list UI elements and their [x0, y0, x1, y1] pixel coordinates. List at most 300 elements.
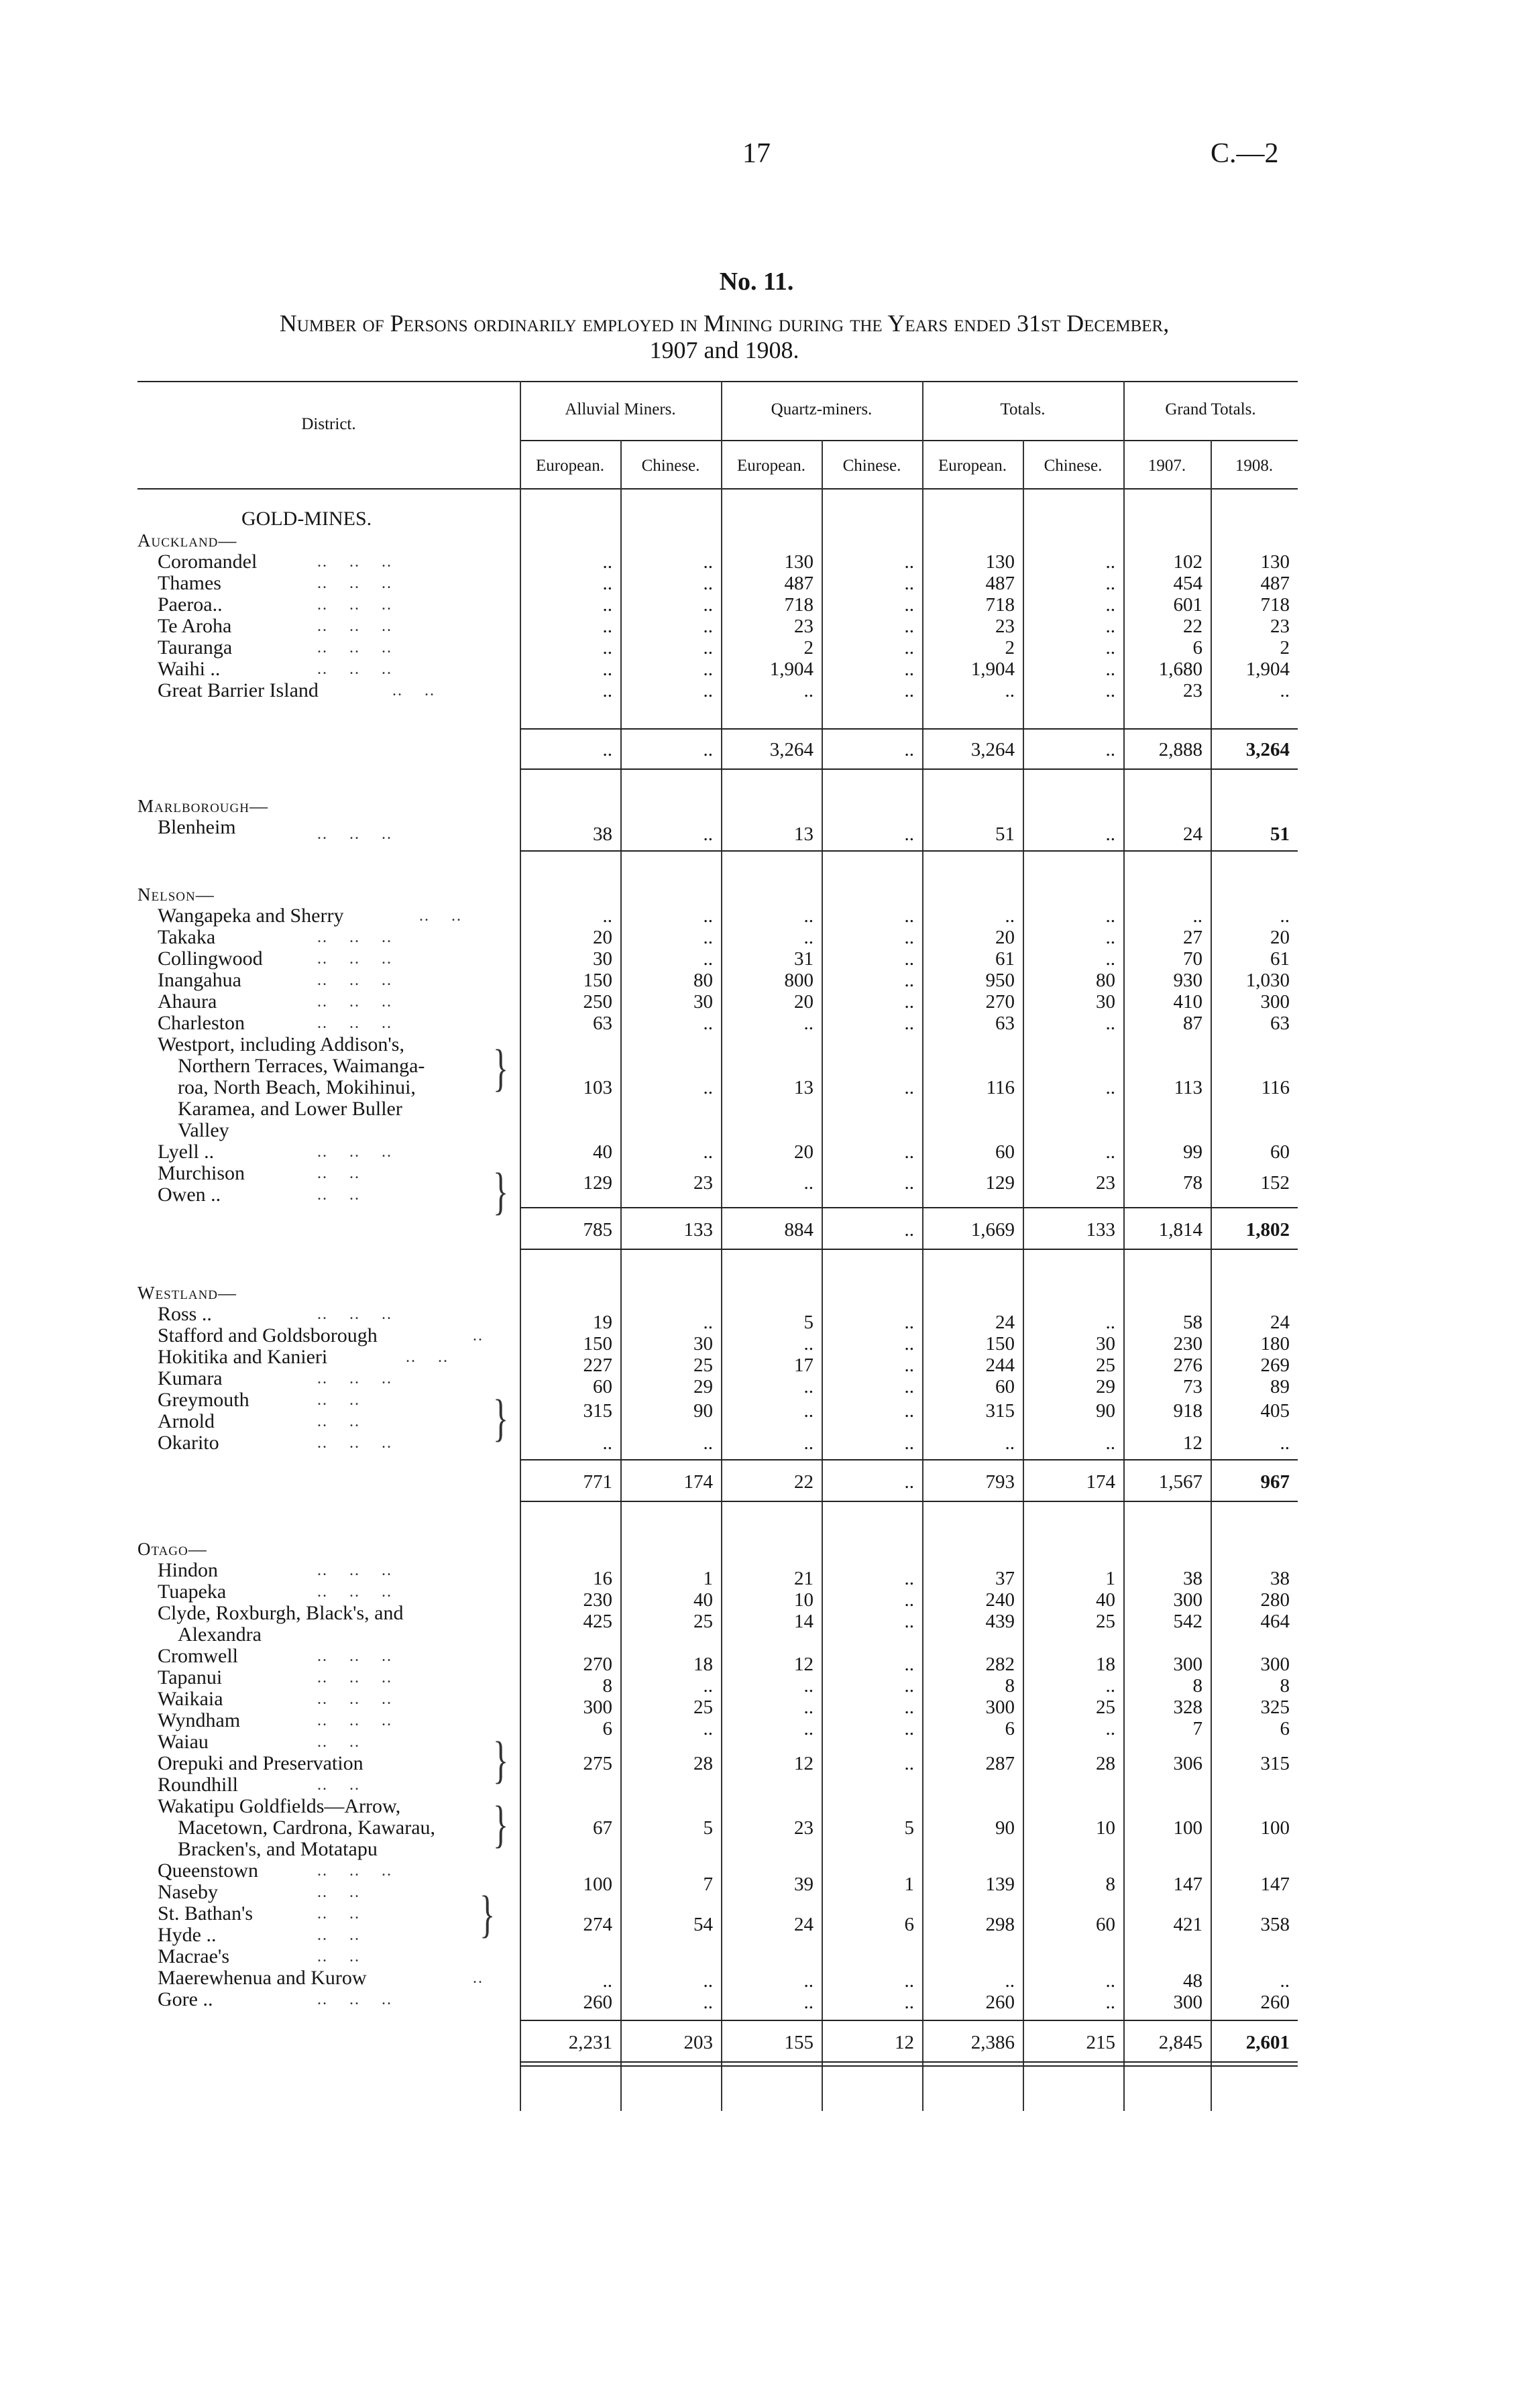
cell-alluvial-european: 30	[593, 948, 612, 970]
cell-totals-chinese: ..	[1105, 739, 1115, 760]
cell-grand-total-1908: 967	[1260, 1471, 1290, 1493]
cell-grand-total-1907: 78	[1183, 1172, 1202, 1194]
brace: }	[480, 1886, 496, 1943]
leader-dots: .. ..	[419, 907, 462, 925]
district-name: Hokitika and Kanieri	[158, 1346, 328, 1368]
district-name: Stafford and Goldsborough	[158, 1324, 378, 1346]
cell-totals-european: 23	[995, 616, 1015, 637]
cell-alluvial-european: 100	[583, 1874, 612, 1895]
cell-totals-chinese: 133	[1086, 1219, 1115, 1241]
cell-grand-total-1907: 38	[1183, 1568, 1202, 1589]
district-name: Ross ..	[158, 1303, 212, 1325]
cell-grand-total-1907: 421	[1173, 1914, 1202, 1935]
leader-dots: .. .. ..	[317, 1690, 392, 1708]
cell-alluvial-chinese: 203	[683, 2032, 713, 2053]
district-name: Gore ..	[158, 1988, 213, 2010]
cell-quartz-chinese: ..	[904, 1675, 914, 1697]
cell-alluvial-chinese: 30	[693, 1333, 713, 1355]
cell-alluvial-chinese: ..	[703, 823, 713, 845]
leader-dots: .. .. ..	[317, 575, 392, 592]
cell-quartz-european: 21	[794, 1568, 814, 1589]
leader-dots: .. .. ..	[317, 950, 392, 968]
cell-totals-chinese: 60	[1096, 1914, 1115, 1935]
cell-alluvial-chinese: ..	[703, 1013, 713, 1034]
cell-quartz-chinese: ..	[904, 616, 914, 637]
cell-grand-total-1908: 2,601	[1245, 2032, 1290, 2053]
cell-grand-total-1907: 276	[1173, 1355, 1202, 1376]
cell-totals-chinese: 40	[1096, 1589, 1115, 1611]
cell-quartz-european: ..	[803, 1675, 814, 1697]
table-row	[137, 1432, 1298, 1454]
district-name: Wangapeka and Sherry	[158, 905, 344, 927]
table-row	[137, 637, 1298, 658]
cell-grand-total-1907: 70	[1183, 948, 1202, 970]
cell-quartz-chinese: ..	[904, 1219, 914, 1241]
table-row	[137, 1172, 1298, 1194]
cell-quartz-european: 130	[784, 551, 814, 573]
cell-quartz-chinese: ..	[904, 1654, 914, 1675]
cell-totals-chinese: ..	[1105, 1718, 1115, 1739]
cell-alluvial-european: 250	[583, 991, 612, 1013]
cell-quartz-european: ..	[803, 1992, 814, 2013]
cell-totals-chinese: ..	[1105, 1970, 1115, 1992]
cell-totals-european: 298	[985, 1914, 1015, 1935]
cell-grand-total-1908: 300	[1260, 991, 1290, 1013]
cell-totals-european: ..	[1005, 680, 1015, 701]
cell-totals-chinese: 215	[1086, 2032, 1115, 2053]
cell-alluvial-european: ..	[602, 739, 612, 760]
cell-totals-european: 63	[995, 1013, 1015, 1034]
table-bottom-rule	[520, 2065, 1298, 2067]
cell-quartz-european: 13	[794, 1077, 814, 1098]
cell-grand-total-1908: ..	[1280, 680, 1290, 701]
cell-quartz-chinese: ..	[904, 1753, 914, 1774]
cell-quartz-chinese: ..	[904, 1611, 914, 1632]
header-totals: Totals.	[1000, 400, 1046, 418]
table-row	[137, 616, 1298, 637]
leader-dots: .. ..	[317, 1165, 360, 1182]
cell-grand-total-1907: 73	[1183, 1376, 1202, 1397]
cell-totals-european: 1,669	[970, 1219, 1015, 1241]
page-number: 17	[742, 138, 771, 169]
leader-dots: .. ..	[317, 1186, 360, 1204]
cell-grand-total-1907: 8	[1192, 1675, 1202, 1697]
cell-quartz-european: ..	[803, 927, 814, 948]
cell-totals-chinese: 23	[1096, 1172, 1115, 1194]
cell-quartz-european: 5	[803, 1312, 814, 1333]
cell-alluvial-chinese: ..	[703, 948, 713, 970]
cell-grand-total-1908: ..	[1280, 1970, 1290, 1992]
cell-alluvial-european: 8	[602, 1675, 612, 1697]
cell-totals-chinese: 18	[1096, 1654, 1115, 1675]
cell-grand-total-1908: 280	[1260, 1589, 1290, 1611]
cell-alluvial-chinese: 90	[693, 1400, 713, 1422]
table-row	[137, 1697, 1298, 1718]
district-name: Collingwood	[158, 948, 263, 970]
district-name-line: Murchison	[158, 1162, 245, 1184]
cell-totals-chinese: 28	[1096, 1753, 1115, 1774]
cell-grand-total-1907: 542	[1173, 1611, 1202, 1632]
district-name-line: roa, North Beach, Mokihinui,	[178, 1076, 416, 1098]
region-label-otago: Otago—	[137, 1539, 207, 1559]
cell-grand-total-1907: 2,845	[1158, 2032, 1202, 2053]
cell-totals-chinese: 25	[1096, 1611, 1115, 1632]
cell-alluvial-european: 274	[583, 1914, 612, 1935]
cell-quartz-chinese: 1	[904, 1874, 914, 1895]
header-alluvial-european: European.	[535, 457, 605, 475]
table-row	[137, 680, 1298, 701]
cell-grand-total-1907: 100	[1173, 1817, 1202, 1839]
document-code: C.—2	[1211, 138, 1279, 169]
cell-grand-total-1908: 180	[1260, 1333, 1290, 1355]
cell-alluvial-european: 785	[583, 1219, 612, 1241]
leader-dots: .. .. ..	[317, 553, 392, 571]
cell-quartz-european: 23	[794, 616, 814, 637]
cell-totals-chinese: ..	[1105, 1432, 1115, 1454]
cell-grand-total-1908: 315	[1260, 1753, 1290, 1774]
cell-alluvial-european: ..	[602, 594, 612, 616]
region-label-westland: Westland—	[137, 1283, 237, 1303]
cell-totals-chinese: 10	[1096, 1817, 1115, 1839]
cell-grand-total-1907: 27	[1183, 927, 1202, 948]
header-year-1908: 1908.	[1235, 457, 1274, 475]
leader-dots: .. .. ..	[317, 1562, 392, 1579]
table-row	[137, 905, 1298, 927]
cell-quartz-european: 884	[784, 1219, 814, 1241]
cell-alluvial-european: ..	[602, 551, 612, 573]
cell-totals-european: ..	[1005, 1970, 1015, 1992]
header-district: District.	[301, 415, 356, 433]
cell-alluvial-chinese: 7	[703, 1874, 713, 1895]
cell-grand-total-1908: 152	[1260, 1172, 1290, 1194]
cell-quartz-chinese: 6	[904, 1914, 914, 1935]
cell-alluvial-european: 38	[593, 823, 612, 845]
district-name-line: Macrae's	[158, 1945, 230, 1967]
table-row	[137, 1654, 1298, 1675]
cell-quartz-european: ..	[803, 1718, 814, 1739]
cell-totals-chinese: ..	[1105, 1675, 1115, 1697]
cell-grand-total-1908: 147	[1260, 1874, 1290, 1895]
cell-quartz-european: ..	[803, 680, 814, 701]
cell-totals-european: 24	[995, 1312, 1015, 1333]
leader-dots: .. ..	[392, 682, 435, 699]
cell-alluvial-chinese: ..	[703, 1992, 713, 2013]
cell-grand-total-1908: 20	[1270, 927, 1290, 948]
table-title-line-2: 1907 and 1908.	[649, 337, 799, 363]
cell-alluvial-european: ..	[602, 658, 612, 680]
cell-alluvial-european: 771	[583, 1471, 612, 1493]
cell-alluvial-european: 16	[593, 1568, 612, 1589]
cell-quartz-european: 718	[784, 594, 814, 616]
cell-alluvial-european: ..	[602, 1970, 612, 1992]
cell-totals-european: 240	[985, 1589, 1015, 1611]
cell-totals-european: 129	[985, 1172, 1015, 1194]
cell-grand-total-1907: 102	[1173, 551, 1202, 573]
cell-grand-total-1908: 51	[1270, 823, 1290, 845]
district-name: Waihi ..	[158, 658, 221, 680]
district-name-line: Hyde ..	[158, 1924, 217, 1946]
region-label-marlborough: Marlborough—	[137, 796, 268, 816]
cell-grand-total-1907: 300	[1173, 1589, 1202, 1611]
cell-alluvial-chinese: 29	[693, 1376, 713, 1397]
cell-grand-total-1908: 89	[1270, 1376, 1290, 1397]
district-name-line: Wakatipu Goldfields—Arrow,	[158, 1795, 401, 1817]
cell-totals-european: 20	[995, 927, 1015, 948]
cell-grand-total-1907: 230	[1173, 1333, 1202, 1355]
district-name-line: Alexandra	[178, 1623, 262, 1646]
cell-alluvial-chinese: 25	[693, 1611, 713, 1632]
cell-totals-european: 60	[995, 1141, 1015, 1163]
section-rule	[520, 850, 1298, 852]
cell-totals-european: 139	[985, 1874, 1015, 1895]
cell-totals-european: 90	[995, 1817, 1015, 1839]
cell-totals-european: 1,904	[970, 658, 1015, 680]
header-quartz-chinese: Chinese.	[842, 457, 901, 475]
table-row	[137, 948, 1298, 970]
mining-employment-table	[137, 381, 1298, 2111]
section-gold-mines: GOLD-MINES.	[241, 508, 372, 530]
cell-alluvial-european: ..	[602, 1432, 612, 1454]
cell-quartz-chinese: ..	[904, 1718, 914, 1739]
cell-quartz-chinese: ..	[904, 1471, 914, 1493]
leader-dots: .. .. ..	[317, 1669, 392, 1686]
leader-dots: ..	[473, 1327, 484, 1344]
cell-totals-european: 439	[985, 1611, 1015, 1632]
district-name: Okarito	[158, 1432, 219, 1454]
table-row	[137, 1817, 1298, 1839]
cell-alluvial-european: 315	[583, 1400, 612, 1422]
cell-totals-chinese: ..	[1105, 1992, 1115, 2013]
cell-totals-european: 51	[995, 823, 1015, 845]
leader-dots: .. .. ..	[317, 1370, 392, 1387]
leader-dots: .. .. ..	[317, 1143, 392, 1161]
cell-quartz-chinese: ..	[904, 637, 914, 658]
cell-alluvial-chinese: ..	[703, 680, 713, 701]
cell-alluvial-european: 20	[593, 927, 612, 948]
district-name-line: Macetown, Cardrona, Kawarau,	[178, 1817, 436, 1839]
cell-alluvial-european: 275	[583, 1753, 612, 1774]
cell-alluvial-european: 150	[583, 970, 612, 991]
cell-grand-total-1908: 8	[1280, 1675, 1290, 1697]
cell-quartz-chinese: ..	[904, 658, 914, 680]
cell-alluvial-chinese: ..	[703, 1141, 713, 1163]
cell-quartz-chinese: 5	[904, 1817, 914, 1839]
cell-alluvial-chinese: 80	[693, 970, 713, 991]
header-alluvial-miners: Alluvial Miners.	[565, 400, 676, 418]
leader-dots: .. .. ..	[317, 972, 392, 989]
cell-quartz-european: 487	[784, 573, 814, 594]
leader-dots: .. .. ..	[317, 1648, 392, 1665]
table-row	[137, 991, 1298, 1013]
header-alluvial-chinese: Chinese.	[641, 457, 700, 475]
cell-quartz-european: ..	[803, 1970, 814, 1992]
cell-alluvial-chinese: ..	[703, 1432, 713, 1454]
leader-dots: ..	[473, 1969, 484, 1987]
cell-totals-chinese: ..	[1105, 637, 1115, 658]
cell-alluvial-european: 227	[583, 1355, 612, 1376]
cell-alluvial-chinese: 5	[703, 1817, 713, 1839]
cell-grand-total-1907: 99	[1183, 1141, 1202, 1163]
cell-totals-chinese: 25	[1096, 1697, 1115, 1718]
cell-quartz-european: 22	[794, 1471, 814, 1493]
cell-grand-total-1908: 130	[1260, 551, 1290, 573]
cell-grand-total-1908: ..	[1280, 1432, 1290, 1454]
cell-quartz-european: ..	[803, 1172, 814, 1194]
cell-alluvial-chinese: ..	[703, 905, 713, 927]
cell-alluvial-chinese: ..	[703, 594, 713, 616]
cell-grand-total-1908: 6	[1280, 1718, 1290, 1739]
district-name: Paeroa..	[158, 593, 223, 616]
cell-grand-total-1908: 2	[1280, 637, 1290, 658]
cell-totals-chinese: ..	[1105, 948, 1115, 970]
table-row	[137, 1874, 1298, 1895]
cell-totals-european: 270	[985, 991, 1015, 1013]
cell-quartz-chinese: ..	[904, 1432, 914, 1454]
subtotal-row	[137, 1471, 1298, 1493]
district-name: Blenheim	[158, 816, 236, 838]
cell-grand-total-1907: 113	[1174, 1077, 1202, 1098]
cell-alluvial-european: 270	[583, 1654, 612, 1675]
subtotal-row	[137, 1219, 1298, 1241]
leader-dots: .. .. ..	[317, 993, 392, 1011]
leader-dots: .. ..	[317, 1413, 360, 1430]
cell-totals-european: 150	[985, 1333, 1015, 1355]
header-quartz-miners: Quartz-miners.	[771, 400, 873, 418]
cell-alluvial-chinese: ..	[703, 637, 713, 658]
cell-quartz-chinese: ..	[904, 1013, 914, 1034]
cell-totals-chinese: 80	[1096, 970, 1115, 991]
district-name: Wyndham	[158, 1709, 241, 1731]
cell-alluvial-european: 63	[593, 1013, 612, 1034]
cell-totals-chinese: 25	[1096, 1355, 1115, 1376]
brace: }	[493, 1039, 509, 1097]
table-row	[137, 1992, 1298, 2013]
cell-totals-european: 37	[995, 1568, 1015, 1589]
brace: }	[493, 1731, 509, 1789]
header-year-1907: 1907.	[1147, 457, 1186, 475]
cell-totals-european: ..	[1005, 1432, 1015, 1454]
cell-alluvial-european: ..	[602, 905, 612, 927]
region-label-nelson: Nelson—	[137, 884, 215, 905]
cell-totals-chinese: 30	[1096, 1333, 1115, 1355]
cell-quartz-european: 20	[794, 991, 814, 1013]
cell-totals-chinese: ..	[1105, 1312, 1115, 1333]
cell-grand-total-1907: 454	[1173, 573, 1202, 594]
leader-dots: .. ..	[317, 1391, 360, 1409]
cell-totals-chinese: 29	[1096, 1376, 1115, 1397]
district-name-line: Lyell ..	[158, 1141, 215, 1163]
cell-totals-european: 950	[985, 970, 1015, 991]
table-row	[137, 1355, 1298, 1376]
cell-grand-total-1908: 718	[1260, 594, 1290, 616]
district-name: Great Barrier Island	[158, 679, 319, 701]
district-name-line: Valley	[178, 1119, 229, 1141]
cell-grand-total-1907: 24	[1183, 823, 1202, 845]
table-row	[137, 1718, 1298, 1739]
cell-totals-european: 61	[995, 948, 1015, 970]
cell-alluvial-chinese: 174	[683, 1471, 713, 1493]
region-label-auckland: Auckland—	[137, 530, 237, 551]
table-row	[137, 927, 1298, 948]
cell-totals-chinese: ..	[1105, 905, 1115, 927]
cell-alluvial-european: 425	[583, 1611, 612, 1632]
cell-grand-total-1907: 2,888	[1158, 739, 1202, 760]
table-row	[137, 1970, 1298, 1992]
cell-quartz-european: 10	[794, 1589, 814, 1611]
cell-grand-total-1907: ..	[1192, 905, 1202, 927]
cell-grand-total-1908: 1,030	[1245, 970, 1290, 991]
cell-totals-chinese: ..	[1105, 658, 1115, 680]
cell-alluvial-chinese: ..	[703, 1970, 713, 1992]
cell-alluvial-european: 230	[583, 1589, 612, 1611]
cell-totals-european: 8	[1005, 1675, 1015, 1697]
cell-quartz-european: ..	[803, 1400, 814, 1422]
cell-grand-total-1908: 38	[1270, 1568, 1290, 1589]
district-name-line: Karamea, and Lower Buller	[178, 1098, 402, 1120]
cell-alluvial-chinese: ..	[703, 573, 713, 594]
table-row	[137, 1141, 1298, 1163]
district-name: Tapanui	[158, 1666, 223, 1688]
cell-totals-chinese: ..	[1105, 551, 1115, 573]
cell-grand-total-1908: 61	[1270, 948, 1290, 970]
table-row	[137, 1611, 1298, 1632]
table-row	[137, 658, 1298, 680]
brace: }	[493, 1796, 509, 1853]
cell-alluvial-european: ..	[602, 573, 612, 594]
cell-alluvial-chinese: ..	[703, 616, 713, 637]
leader-dots: .. .. ..	[317, 1991, 392, 2008]
district-name: Kumara	[158, 1367, 223, 1389]
leader-dots: .. .. ..	[317, 1306, 392, 1323]
header-totals-european: European.	[938, 457, 1007, 475]
leader-dots: .. .. ..	[317, 1015, 392, 1032]
leader-dots: .. ..	[317, 1733, 360, 1751]
cell-quartz-european: 31	[794, 948, 814, 970]
cell-quartz-chinese: ..	[904, 1172, 914, 1194]
cell-grand-total-1907: 300	[1173, 1654, 1202, 1675]
leader-dots: .. .. ..	[317, 661, 392, 678]
cell-alluvial-european: 67	[593, 1817, 612, 1839]
cell-quartz-european: 39	[794, 1874, 814, 1895]
cell-alluvial-chinese: ..	[703, 739, 713, 760]
cell-grand-total-1908: 260	[1260, 1992, 1290, 2013]
table-row	[137, 1914, 1298, 1935]
cell-quartz-european: 20	[794, 1141, 814, 1163]
cell-quartz-chinese: ..	[904, 991, 914, 1013]
cell-grand-total-1907: 23	[1183, 680, 1202, 701]
table-row	[137, 1312, 1298, 1333]
cell-totals-european: 3,264	[970, 739, 1015, 760]
cell-quartz-european: 17	[794, 1355, 814, 1376]
cell-quartz-chinese: ..	[904, 680, 914, 701]
cell-grand-total-1907: 87	[1183, 1013, 1202, 1034]
subtotal-rule	[520, 1501, 1298, 1502]
table-row	[137, 1333, 1298, 1355]
district-name: Hindon	[158, 1559, 218, 1581]
cell-alluvial-european: ..	[602, 637, 612, 658]
district-name-line: Greymouth	[158, 1389, 249, 1411]
table-row	[137, 1675, 1298, 1697]
district-name: Waikaia	[158, 1688, 223, 1710]
cell-totals-chinese: ..	[1105, 927, 1115, 948]
cell-alluvial-european: 150	[583, 1333, 612, 1355]
cell-totals-chinese: ..	[1105, 573, 1115, 594]
table-row	[137, 1376, 1298, 1397]
cell-grand-total-1908: ..	[1280, 905, 1290, 927]
cell-alluvial-european: 300	[583, 1697, 612, 1718]
cell-totals-european: 2,386	[970, 2032, 1015, 2053]
cell-quartz-european: 1,904	[769, 658, 814, 680]
